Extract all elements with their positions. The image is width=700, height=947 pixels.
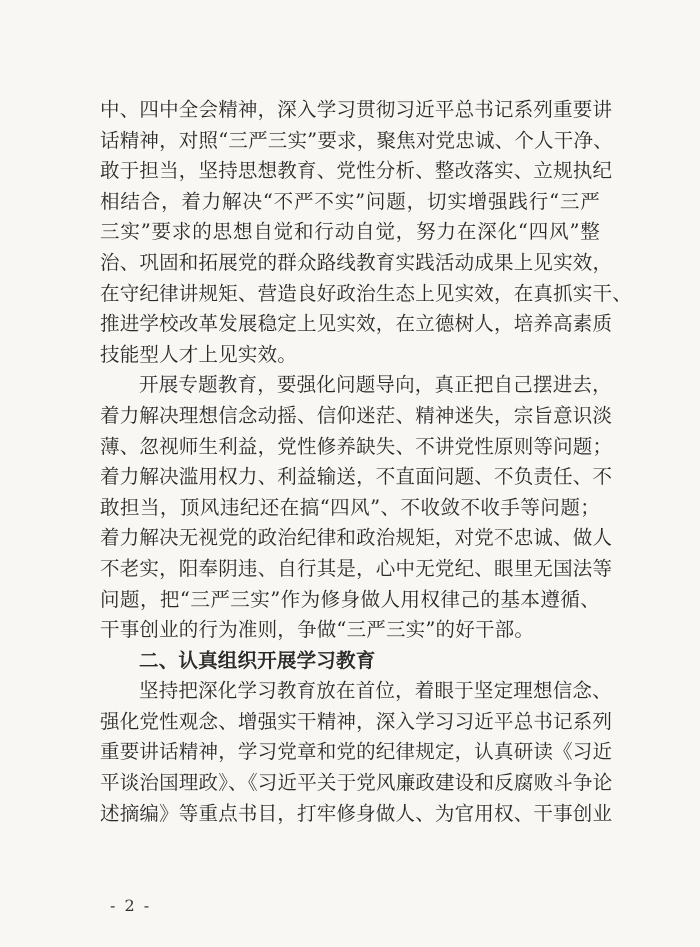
body-line: 敢于担当，坚持思想教育、党性分析、整改落实、立规执纪	[100, 159, 613, 183]
body-line: 干事创业的行为准则，争做“三严三实”的好干部。	[100, 618, 535, 642]
body-line: 话精神，对照“三严三实”要求，聚焦对党忠诚、个人干净、	[100, 128, 613, 152]
body-line: 治、巩固和拓展党的群众路线教育实践活动成果上见实效，	[100, 250, 613, 274]
body-line: 在守纪律讲规矩、营造良好政治生态上见实效，在真抓实干、	[100, 281, 632, 305]
body-line: 敢担当，顶风违纪还在搞“四风”、不收敛不收手等问题；	[100, 495, 600, 519]
body-line: 技能型人才上见实效。	[100, 342, 298, 366]
body-line: 述摘编》等重点书目，打牢修身做人、为官用权、干事创业	[100, 801, 613, 825]
body-line: 着力解决无视党的政治纪律和政治规矩，对党不忠诚、做人	[100, 526, 613, 550]
body-line: 相结合，着力解决“不严不实”问题，切实增强践行“三严	[100, 189, 600, 213]
body-line: 着力解决滥用权力、利益输送，不直面问题、不负责任、不	[100, 465, 613, 489]
body-line: 坚持把深化学习教育放在首位，着眼于坚定理想信念、	[139, 679, 612, 703]
body-line: 着力解决理想信念动摇、信仰迷茫、精神迷失，宗旨意识淡	[100, 403, 613, 427]
body-line: 问题，把“三严三实”作为修身做人用权律己的基本遵循、	[100, 587, 600, 611]
body-line: 中、四中全会精神，深入学习贯彻习近平总书记系列重要讲	[100, 98, 613, 121]
body-line: 推进学校改革发展稳定上见实效，在立德树人，培养高素质	[100, 312, 613, 336]
section-heading: 二、认真组织开展学习教育	[139, 648, 376, 672]
body-line: 开展专题教育，要强化问题导向，真正把自己摆进去，	[139, 373, 612, 397]
body-line: 重要讲话精神，学习党章和党的纪律规定，认真研读《习近	[100, 740, 613, 764]
body-line: 平谈治国理政》、《习近平关于党风廉政建设和反腐败斗争论	[100, 771, 613, 795]
document-body	[100, 95, 632, 829]
body-line: 强化党性观念、增强实干精神，深入学习习近平总书记系列	[100, 709, 613, 733]
body-line: 薄、忽视师生利益，党性修养缺失、不讲党性原则等问题；	[100, 434, 613, 458]
page-number: - 2 -	[110, 896, 152, 915]
body-line: 三实”要求的思想自觉和行动自觉，努力在深化“四风”整	[100, 220, 600, 244]
body-line: 不老实，阳奉阴违、自行其是，心中无党纪、眼里无国法等	[100, 556, 613, 580]
